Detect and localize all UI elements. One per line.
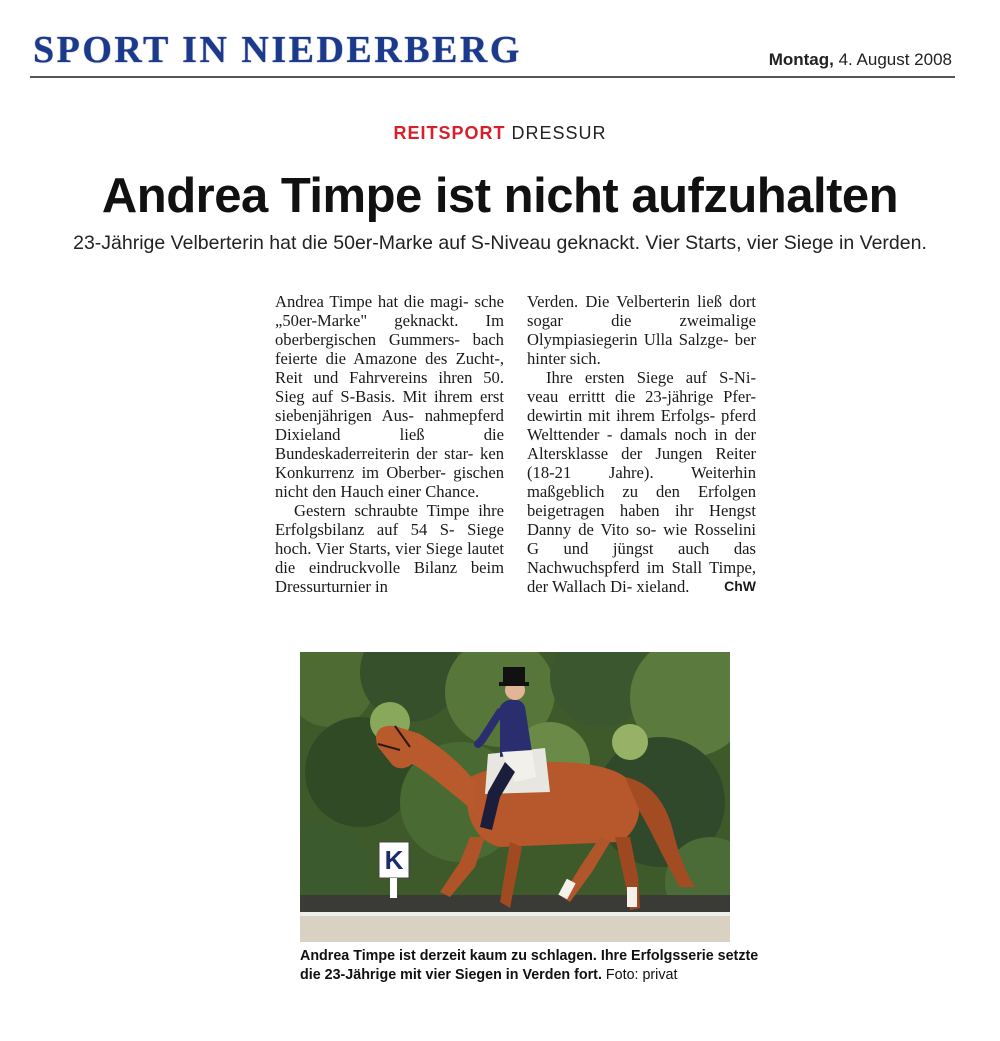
arena-letter: K	[384, 845, 404, 875]
text-line: xieland.	[636, 577, 690, 596]
text-line: gischen nicht den Hauch einer	[275, 463, 504, 501]
text-line: Bundeskaderreiterin der star-	[275, 444, 474, 463]
article-paragraph-2	[275, 501, 504, 596]
article-paragraph-3	[527, 368, 756, 596]
article-category: REITSPORT	[393, 123, 506, 143]
text-line: auch das Nachwuchspferd im	[527, 539, 756, 577]
article-column-2	[527, 292, 756, 596]
text-line: Jungen Reiter (18-21 Jahre).	[527, 444, 756, 482]
text-line: dewirtin mit ihrem Erfolgs-	[527, 406, 716, 425]
text-line: ken Konkurrenz im Oberber-	[275, 444, 504, 482]
text-line: Siege lautet die eindruckvolle	[275, 539, 504, 577]
photo-caption	[300, 947, 760, 985]
masthead-rule	[30, 76, 955, 78]
text-line: Gestern schraubte Timpe	[294, 501, 470, 520]
text-line: Siege hoch. Vier Starts, vier	[275, 520, 504, 558]
text-line: noch in der Altersklasse der	[527, 425, 756, 463]
issue-date-rest: 4. August 2008	[833, 50, 952, 69]
text-line: veau errittt die 23-jährige Pfer-	[527, 387, 756, 406]
issue-date	[769, 50, 952, 70]
text-line: Verden. Die Velberterin ließ	[527, 292, 723, 311]
text-line: Stall Timpe, der Wallach Di-	[527, 558, 757, 596]
text-line: Chance.	[425, 482, 480, 501]
text-line: Ihre ersten Siege auf S-Ni-	[546, 368, 756, 387]
author-initials: ChW	[724, 578, 756, 594]
article-subheadline: 23-Jährige Velberterin hat die 50er-Marke auf S-Niveau geknackt. Vier Starts, vier Siege in Verden.	[73, 232, 927, 254]
text-line: nahmepferd Dixieland ließ die	[275, 406, 504, 444]
text-line: bach feierte die Amazone des	[275, 330, 504, 368]
issue-weekday: Montag,	[768, 50, 834, 69]
text-line: ihr Hengst Danny de Vito so-	[527, 501, 756, 539]
caption-text: Andrea Timpe ist derzeit kaum zu schlagen. Ihre Erfolgsserie setzte die 23-Jährige mit vier Siegen in Verden fort.	[300, 948, 759, 983]
text-line: ihrem erst siebenjährigen Aus-	[275, 387, 504, 425]
text-line: Olympiasiegerin Ulla Salzge-	[527, 330, 729, 349]
article-paragraph-2-continued	[527, 292, 756, 368]
article-subcategory: DRESSUR	[505, 123, 607, 143]
photo-credit: Foto: privat	[605, 967, 678, 983]
article-paragraph-1	[275, 292, 504, 501]
text-line: Erfolgen beigetragen haben	[527, 482, 756, 520]
sign-post	[390, 878, 397, 898]
text-line: Andrea Timpe hat die magi-	[275, 292, 469, 311]
text-line: pferd Welttender - damals	[527, 406, 756, 444]
text-line: ber hinter sich.	[527, 330, 756, 368]
article-photo	[300, 652, 730, 942]
text-line: ihren 50. Sieg auf S-Basis. Mit	[275, 368, 504, 406]
masthead-title: SPORT IN NIEDERBERG	[33, 29, 522, 71]
article-column-1	[275, 292, 504, 596]
text-line: Weiterhin maßgeblich zu den	[527, 463, 756, 501]
article-headline: Andrea Timpe ist nicht aufzuhalten	[101, 169, 899, 223]
article-kicker	[0, 123, 1000, 144]
dressage-photo	[300, 652, 730, 942]
text-line: sche „50er-Marke" geknackt.	[275, 292, 504, 330]
text-line: dort sogar die zweimalige	[527, 292, 756, 330]
text-line: Zucht-, Reit und Fahrvereins	[275, 349, 504, 387]
text-line: ihre Erfolgsbilanz auf 54 S-	[275, 501, 504, 539]
text-line: wie Rosselini G und jüngst	[527, 520, 756, 558]
text-line: Bilanz beim Dressurturnier in	[275, 558, 504, 596]
arena-rail	[300, 912, 730, 916]
text-line: Im oberbergischen Gummers-	[275, 311, 504, 349]
